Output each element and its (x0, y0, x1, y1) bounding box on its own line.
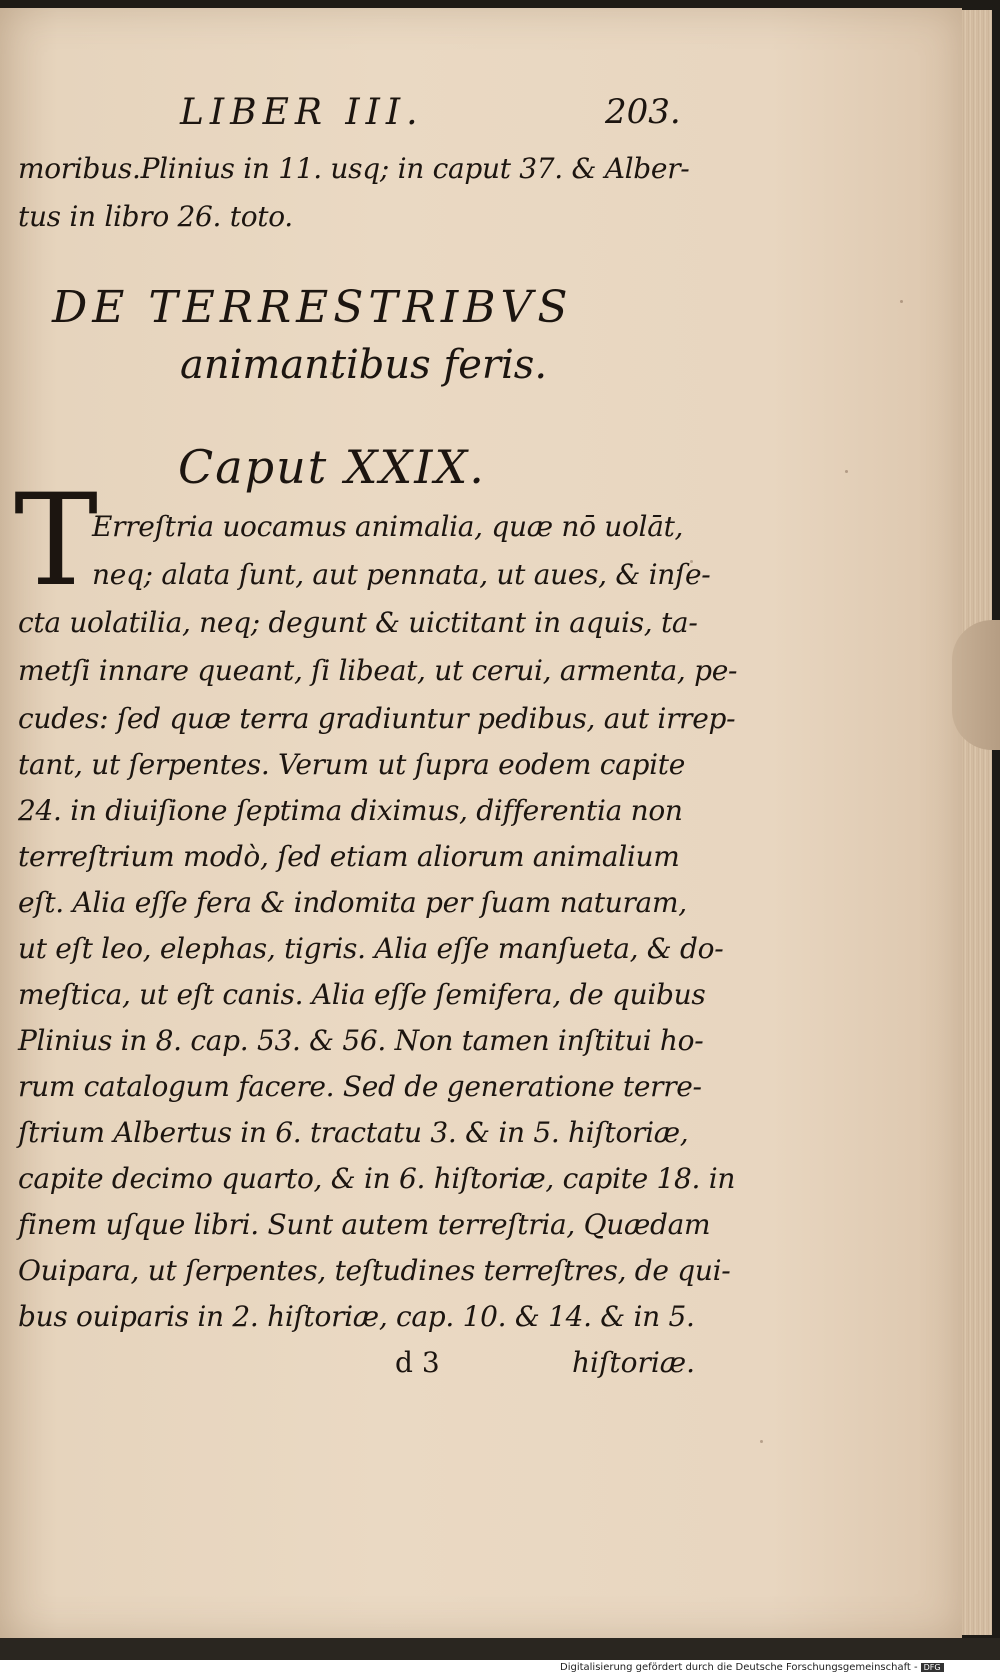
running-head: LIBER III. (180, 92, 424, 133)
scan-bottom-edge (0, 1638, 1000, 1660)
body-line: tant, ut ſerpentes. Verum ut ſupra eodem capite (18, 748, 685, 781)
body-line: rum catalogum facere. Sed de generatione terre- (18, 1070, 702, 1103)
speck (845, 470, 848, 473)
body-line: terreſtrium modò, ſed etiam aliorum animalium (18, 840, 680, 873)
credit-text: Digitalisierung gefördert durch die Deutsche Forschungsgemeinschaft - (560, 1662, 918, 1673)
body-line: Erreſtria uocamus animalia, quæ nō uolāt, (92, 510, 684, 543)
body-line: neq; alata ſunt, aut pennata, ut aues, & inſe- (92, 558, 711, 591)
section-subheading: animantibus feris. (180, 342, 548, 388)
drop-capital: T (14, 467, 99, 614)
body-line: cta uolatilia, neq; degunt & uictitant in aquis, ta- (18, 606, 698, 639)
page-edges (962, 10, 992, 1635)
page-number: 203. (605, 92, 681, 132)
body-line: cudes: ſed quæ terra gradiuntur pedibus, aut irrep- (18, 702, 736, 735)
chapter-title: Caput XXIX. (178, 440, 486, 494)
dfg-logo: DFG (921, 1663, 944, 1672)
catchword: hiſtoriæ. (572, 1346, 696, 1379)
section-heading: DE TERRESTRIBVS (52, 282, 573, 333)
body-line: eſt. Alia eſſe fera & indomita per ſuam naturam, (18, 886, 687, 919)
page-clip (952, 620, 1000, 750)
body-line: ſtrium Albertus in 6. tractatu 3. & in 5. hiſtoriæ, (18, 1116, 689, 1149)
digitization-credit (560, 1662, 944, 1673)
body-line: finem uſque libri. Sunt autem terreſtria, Quædam (18, 1208, 711, 1241)
body-line: bus ouiparis in 2. hiſtoriæ, cap. 10. & 14. & in 5. (18, 1300, 695, 1333)
signature-mark: d 3 (395, 1346, 440, 1379)
speck (760, 1440, 763, 1443)
top-line: moribus.Plinius in 11. usq; in caput 37. & Alber- (18, 152, 690, 185)
top-line: tus in libro 26. toto. (18, 200, 293, 233)
body-line: ut eſt leo, elephas, tigris. Alia eſſe manſueta, & do- (18, 932, 724, 965)
speck (900, 300, 903, 303)
body-line: Ouipara, ut ſerpentes, teſtudines terreſtres, de qui- (18, 1254, 731, 1287)
body-line: 24. in diuiſione ſeptima diximus, differentia non (18, 794, 683, 827)
body-line: meſtica, ut eſt canis. Alia eſſe ſemifera, de quibus (18, 978, 706, 1011)
body-line: Plinius in 8. cap. 53. & 56. Non tamen inſtitui ho- (18, 1024, 704, 1057)
body-line: capite decimo quarto, & in 6. hiſtoriæ, capite 18. in (18, 1162, 736, 1195)
body-line: metſi innare queant, ſi libeat, ut cerui, armenta, pe- (18, 654, 738, 687)
